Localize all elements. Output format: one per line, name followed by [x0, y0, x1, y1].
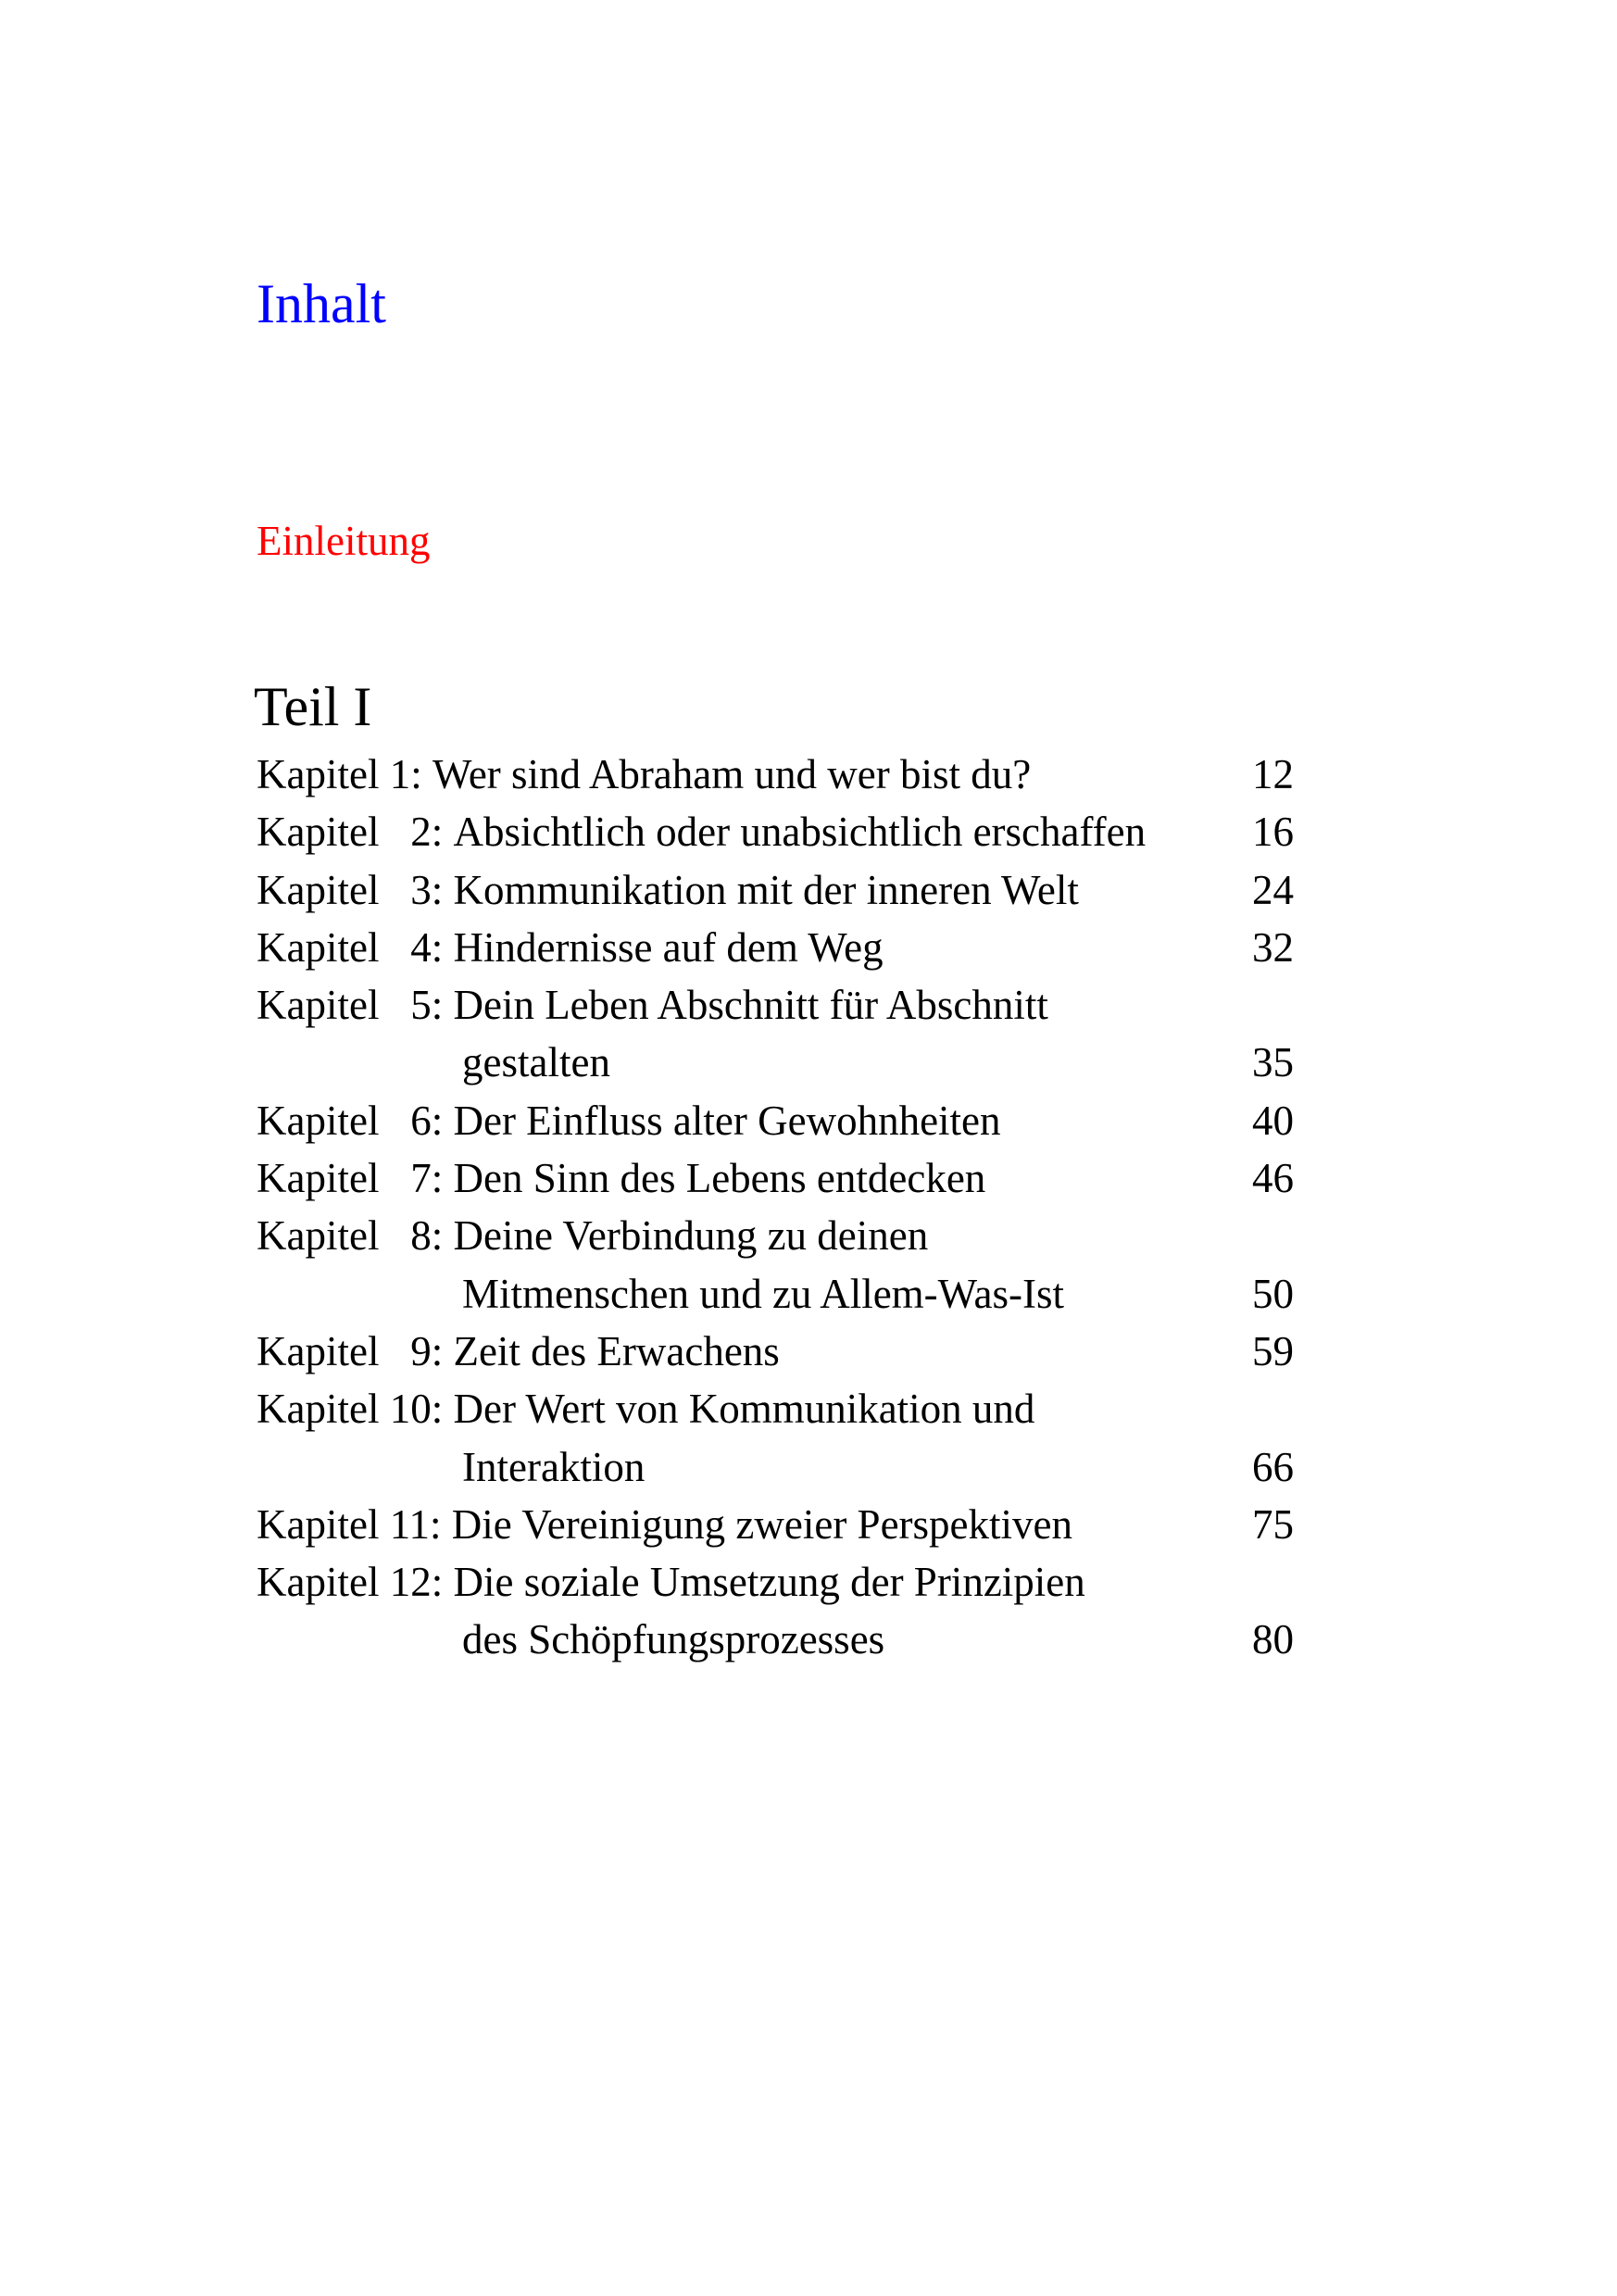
page-number: 75	[1252, 1500, 1294, 1548]
chapter-title: Der Wert von Kommunikation und	[453, 1386, 1035, 1433]
chapter-title: Die soziale Umsetzung der Prinzipien	[453, 1559, 1085, 1606]
toc-entry	[257, 861, 1294, 919]
part-heading: Teil I	[254, 676, 372, 737]
toc-entry-continuation	[257, 1265, 1294, 1323]
page-number: 40	[1252, 1097, 1294, 1144]
chapter-title-continuation: Interaktion	[462, 1443, 646, 1490]
chapter-title: Den Sinn des Lebens entdecken	[453, 1155, 986, 1202]
chapter-title-continuation: gestalten	[462, 1039, 610, 1086]
page-number: 66	[1252, 1443, 1294, 1490]
page-number: 50	[1252, 1270, 1294, 1317]
chapter-label: Kapitel 11:	[257, 1500, 452, 1548]
toc-entry	[257, 803, 1294, 860]
introduction-heading: Einleitung	[257, 518, 431, 564]
chapter-title: Der Einfluss alter Gewohnheiten	[453, 1097, 1001, 1144]
chapter-title-continuation: Mitmenschen und zu Allem-Was-Ist	[462, 1270, 1064, 1317]
page-number: 24	[1252, 866, 1294, 913]
page-number: 59	[1252, 1327, 1294, 1374]
page-number: 46	[1252, 1155, 1294, 1202]
chapter-label: Kapitel 1:	[257, 751, 432, 797]
table-of-contents	[257, 746, 1294, 1669]
chapter-label: Kapitel 5:	[257, 982, 454, 1029]
page-number: 12	[1252, 751, 1294, 797]
page-number: 32	[1252, 923, 1294, 971]
chapter-label: Kapitel 2:	[257, 809, 454, 856]
chapter-title-continuation: des Schöpfungsprozesses	[462, 1616, 885, 1663]
chapter-title: Zeit des Erwachens	[453, 1327, 780, 1374]
chapter-label: Kapitel 6:	[257, 1097, 454, 1144]
chapter-label: Kapitel 8:	[257, 1212, 454, 1260]
toc-entry	[257, 1380, 1294, 1437]
toc-entry	[257, 746, 1294, 803]
page-number: 80	[1252, 1616, 1294, 1663]
page-title: Inhalt	[257, 273, 386, 334]
chapter-title: Absichtlich oder unabsichtlich erschaffen	[453, 809, 1147, 856]
toc-entry	[257, 1323, 1294, 1380]
page-number: 16	[1252, 809, 1294, 856]
chapter-title: Kommunikation mit der inneren Welt	[453, 866, 1079, 913]
page-number: 35	[1252, 1039, 1294, 1086]
chapter-title: Dein Leben Abschnitt für Abschnitt	[453, 982, 1048, 1029]
chapter-title: Die Vereinigung zweier Perspektiven	[451, 1500, 1073, 1548]
toc-entry	[257, 919, 1294, 976]
chapter-label: Kapitel 10:	[257, 1386, 454, 1433]
toc-entry	[257, 1496, 1294, 1553]
chapter-title: Wer sind Abraham und wer bist du?	[432, 751, 1032, 797]
chapter-label: Kapitel 3:	[257, 866, 454, 913]
chapter-title: Hindernisse auf dem Weg	[453, 923, 884, 971]
toc-entry	[257, 1207, 1294, 1264]
chapter-label: Kapitel 12:	[257, 1559, 454, 1606]
chapter-label: Kapitel 9:	[257, 1327, 454, 1374]
toc-entry	[257, 1149, 1294, 1207]
chapter-title: Deine Verbindung zu deinen	[453, 1212, 929, 1260]
toc-entry	[257, 1092, 1294, 1149]
chapter-label: Kapitel 7:	[257, 1155, 454, 1202]
toc-entry-continuation	[257, 1438, 1294, 1496]
chapter-label: Kapitel 4:	[257, 923, 454, 971]
toc-entry	[257, 976, 1294, 1034]
toc-entry-continuation	[257, 1034, 1294, 1091]
toc-entry	[257, 1553, 1294, 1611]
toc-entry-continuation	[257, 1611, 1294, 1668]
